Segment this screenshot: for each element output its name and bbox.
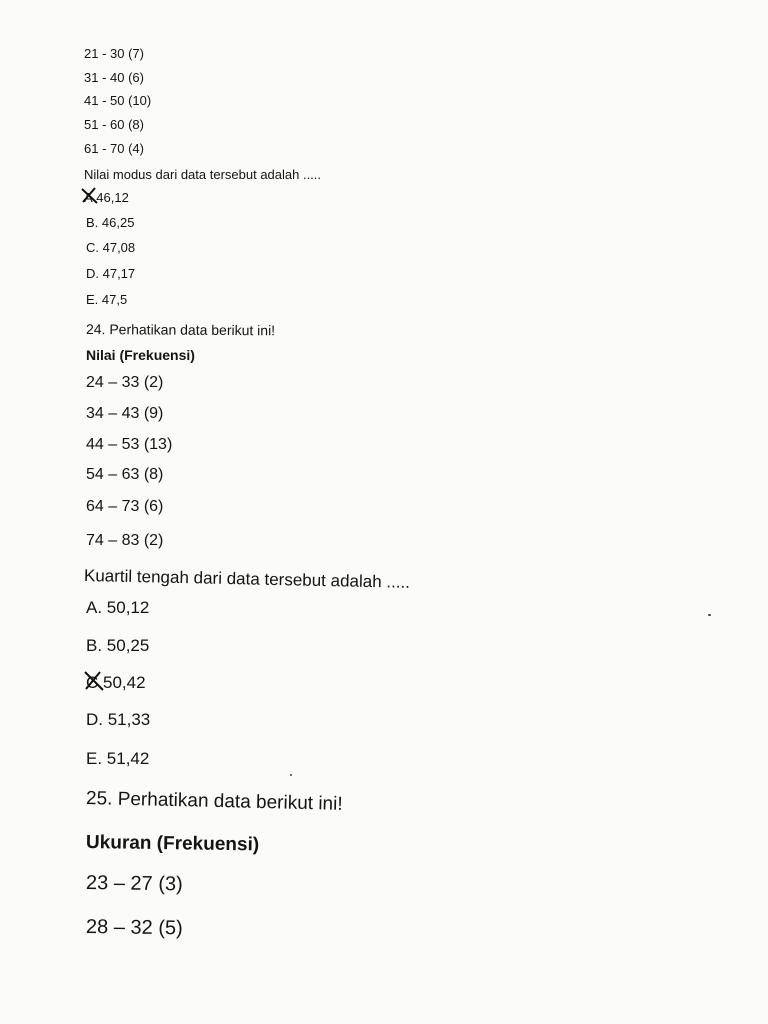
q24-option-c-letter: C xyxy=(86,673,99,692)
q24-option-e: E. 51,42 xyxy=(86,749,150,768)
q24-row-3: 44 – 53 (13) xyxy=(86,436,173,453)
q24-row-2: 34 – 43 (9) xyxy=(86,405,164,422)
q23-row-1: 21 - 30 (7) xyxy=(84,46,144,61)
q24-option-d: D. 51,33 xyxy=(86,710,151,729)
q23-option-b: B. 46,25 xyxy=(86,215,135,230)
q24-row-5: 64 – 73 (6) xyxy=(86,498,164,515)
q24-title: 24. Perhatikan data berikut ini! xyxy=(85,321,276,339)
q24-question: Kuartil tengah dari data tersebut adalah ..... xyxy=(83,566,411,592)
q25-row-2: 28 – 32 (5) xyxy=(85,916,183,940)
q24-row-1: 24 – 33 (2) xyxy=(86,374,164,391)
q23-row-3: 41 - 50 (10) xyxy=(84,93,152,108)
q24-option-c xyxy=(86,673,146,693)
q23-question: Nilai modus dari data tersebut adalah ..... xyxy=(84,167,322,182)
q23-row-2: 31 - 40 (6) xyxy=(84,70,144,85)
cross-mark-icon xyxy=(80,187,100,205)
q23-option-e: E. 47,5 xyxy=(86,292,128,307)
q23-option-a-letter-marked xyxy=(84,190,93,205)
scan-speck xyxy=(708,614,711,616)
q24-option-c-letter-marked xyxy=(86,673,98,693)
q23-option-a-letter: A xyxy=(84,190,93,205)
scan-speck xyxy=(290,774,292,776)
q25-title: 25. Perhatikan data berikut ini! xyxy=(85,788,343,815)
q24-row-6: 74 – 83 (2) xyxy=(86,532,164,549)
q24-row-4: 54 – 63 (8) xyxy=(86,466,164,483)
q24-option-b: B. 50,25 xyxy=(86,636,150,655)
q24-table-header: Nilai (Frekuensi) xyxy=(86,347,195,363)
q23-option-c: C. 47,08 xyxy=(86,240,136,255)
q23-row-4: 51 - 60 (8) xyxy=(84,117,144,132)
q23-option-a xyxy=(84,190,129,205)
q25-row-1: 23 – 27 (3) xyxy=(85,872,183,896)
q23-option-d: D. 47,17 xyxy=(86,266,136,281)
q24-option-c-value: 50,42 xyxy=(103,673,146,692)
q24-option-a: A. 50,12 xyxy=(86,598,150,617)
cross-mark-icon xyxy=(82,670,106,692)
q23-row-5: 61 - 70 (4) xyxy=(84,141,144,156)
q25-table-header: Ukuran (Frekuensi) xyxy=(85,832,260,856)
q23-option-a-value: 46,12 xyxy=(96,190,129,205)
